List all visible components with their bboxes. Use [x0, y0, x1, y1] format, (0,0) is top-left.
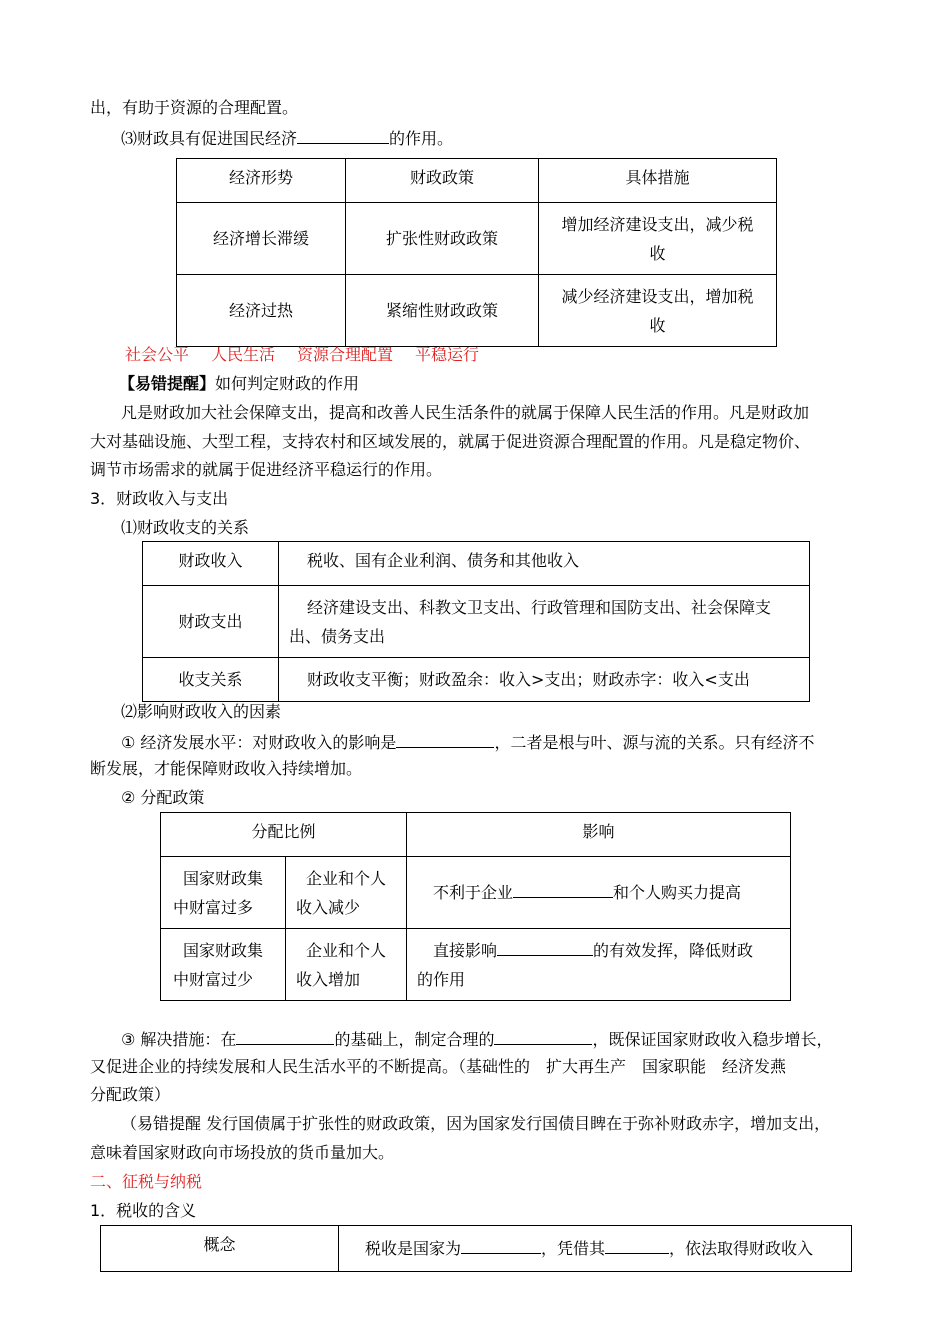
paragraph-line: ③ 解决措施：在 的基础上，制定合理的 ，既保证国家财政收入稳步增长，	[121, 1030, 833, 1049]
table-header-row	[177, 159, 777, 203]
revenue-expenditure-table	[142, 541, 810, 702]
table-cell: 企业和个人 收入减少	[286, 857, 407, 929]
table-header: 具体措施	[539, 159, 777, 203]
paragraph-line: ② 分配政策	[121, 788, 205, 807]
answer-blank[interactable]	[497, 939, 593, 956]
table-cell: 直接影响 的有效发挥，降低财政 的作用	[407, 929, 791, 1001]
table-cell: 收支关系	[143, 658, 279, 702]
table-cell: 税收、国有企业利润、债务和其他收入	[279, 542, 810, 586]
table-header: 分配比例	[161, 813, 407, 857]
section-heading: 1．税收的含义	[90, 1201, 197, 1220]
table-row	[161, 857, 791, 929]
table-cell: 国家财政集 中财富过少	[161, 929, 286, 1001]
table-cell: 扩张性财政政策	[346, 203, 539, 275]
paragraph-line: 调节市场需求的就属于促进经济平稳运行的作用。	[90, 460, 443, 479]
paragraph-line: ① 经济发展水平：对财政收入的影响是 ，二者是根与叶、源与流的关系。只有经济不	[121, 733, 815, 752]
answer-blank[interactable]	[461, 1237, 541, 1254]
answer-blank[interactable]	[297, 127, 389, 144]
paragraph-line: （易错提醒 发行国债属于扩张性的财政政策，因为国家发行国债目睥在于弥补财政赤字，增加支出，	[121, 1114, 831, 1133]
answer-blank[interactable]	[513, 881, 613, 898]
table-header: 影响	[407, 813, 791, 857]
table-cell: 国家财政集 中财富过多	[161, 857, 286, 929]
paragraph-line: 断发展，才能保障财政收入持续增加。	[90, 759, 363, 778]
answer-blank[interactable]	[494, 1028, 592, 1045]
section-title: 二、征税与纳税	[90, 1172, 203, 1191]
table-row	[143, 542, 810, 586]
paragraph-line: 凡是财政加大社会保障支出，提高和改善人民生活条件的就属于保障人民生活的作用。凡是财政加	[121, 403, 810, 422]
table-row	[177, 203, 777, 275]
question-3: ⑶财政具有促进国民经济 的作用。	[121, 129, 454, 148]
fiscal-policy-table	[176, 158, 777, 347]
paragraph-line: 大对基础设施、大型工程，支持农村和区域发展的，就属于促进资源合理配置的作用。凡是稳定物价、	[90, 432, 811, 451]
paragraph-line: 分配政策）	[90, 1085, 171, 1104]
table-header: 财政政策	[346, 159, 539, 203]
table-cell: 增加经济建设支出，减少税 收	[539, 203, 777, 275]
paragraph-line: 又促进企业的持续发展和人民生活水平的不断提高。（基础性的 扩大再生产 国家职能 经济发燕	[90, 1057, 787, 1076]
subsection-heading: ⑵影响财政收入的因素	[121, 702, 282, 721]
paragraph-line: 出，有助于资源的合理配置。	[90, 98, 299, 117]
table-cell: 不利于企业 和个人购买力提高	[407, 857, 791, 929]
table-row	[143, 586, 810, 658]
table-row	[143, 658, 810, 702]
table-cell: 紧缩性财政政策	[346, 275, 539, 347]
table-header: 经济形势	[177, 159, 346, 203]
table-row	[177, 275, 777, 347]
subsection-heading: ⑴财政收支的关系	[121, 518, 250, 537]
table-cell: 财政收支平衡；财政盈余：收入>支出；财政赤字：收入<支出	[279, 658, 810, 702]
tip-heading: 【易错提醒】如何判定财政的作用	[119, 374, 360, 393]
paragraph-line: 意味着国家财政向市场投放的货币量加大。	[90, 1143, 395, 1162]
table-cell: 经济建设支出、科教文卫支出、行政管理和国防支出、社会保障支 出、债务支出	[279, 586, 810, 658]
table-cell: 税收是国家为 ，凭借其 ，依法取得财政收入	[339, 1226, 852, 1272]
table-cell: 经济增长滞缓	[177, 203, 346, 275]
answer-blank[interactable]	[236, 1028, 334, 1045]
answer-key: 社会公平 人民生活 资源合理配置 平稳运行	[125, 345, 480, 364]
distribution-table	[160, 812, 791, 1001]
answer-blank[interactable]	[396, 731, 494, 748]
table-row	[101, 1226, 852, 1272]
table-cell: 经济过热	[177, 275, 346, 347]
table-cell: 企业和个人 收入增加	[286, 929, 407, 1001]
section-heading: 3．财政收入与支出	[90, 489, 229, 508]
table-header-row	[161, 813, 791, 857]
table-row	[161, 929, 791, 1001]
tax-definition-table	[100, 1225, 852, 1272]
table-cell: 财政支出	[143, 586, 279, 658]
answer-blank[interactable]	[605, 1237, 669, 1254]
table-cell: 减少经济建设支出，增加税 收	[539, 275, 777, 347]
table-cell: 财政收入	[143, 542, 279, 586]
table-cell: 概念	[101, 1226, 339, 1272]
